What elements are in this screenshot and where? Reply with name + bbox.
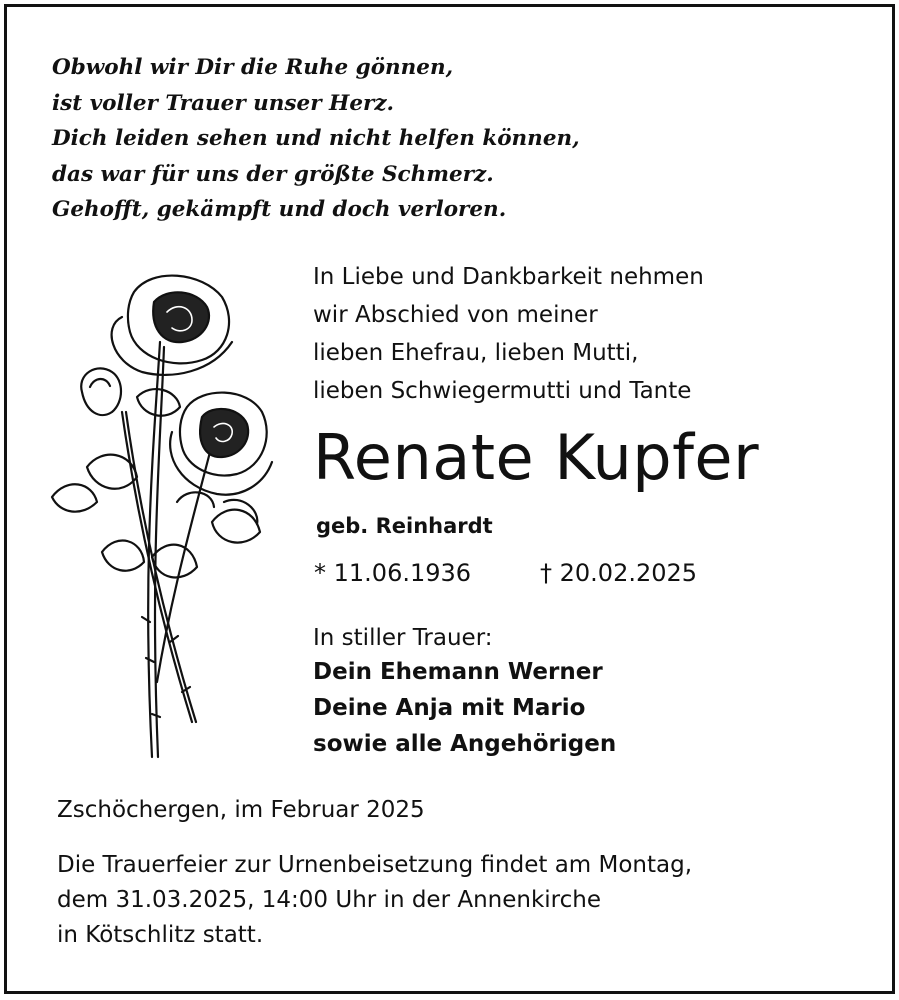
mourner-name: Deine Anja mit Mario <box>313 695 586 721</box>
intro-line: lieben Schwiegermutti und Tante <box>313 378 692 404</box>
funeral-line: Die Trauerfeier zur Urnenbeisetzung findet am Montag, <box>57 852 693 878</box>
mourner-name: sowie alle Angehörigen <box>313 731 617 757</box>
rose-illustration <box>42 262 282 762</box>
intro-line: lieben Ehefrau, lieben Mutti, <box>313 340 639 366</box>
poem-line: Dich leiden sehen und nicht helfen können, <box>52 126 580 151</box>
poem-line: das war für uns der größte Schmerz. <box>52 161 494 187</box>
mourners-list <box>313 654 616 762</box>
poem <box>52 50 580 228</box>
funeral-line: in Kötschlitz statt. <box>57 922 264 948</box>
intro-line: In Liebe und Dankbarkeit nehmen <box>313 264 704 290</box>
poem-line: Gehofft, gekämpft und doch verloren. <box>52 197 507 222</box>
funeral-line: dem 31.03.2025, 14:00 Uhr in der Annenkirche <box>57 887 601 913</box>
intro-text <box>313 258 704 410</box>
poem-line: Obwohl wir Dir die Ruhe gönnen, <box>52 55 454 80</box>
birth-date: * 11.06.1936 <box>314 559 472 587</box>
mourner-name: Dein Ehemann Werner <box>313 659 603 685</box>
mourners-label: In stiller Trauer: <box>313 625 493 651</box>
deceased-name: Renate Kupfer <box>313 421 760 494</box>
death-date: † 20.02.2025 <box>540 559 698 587</box>
intro-line: wir Abschied von meiner <box>313 302 598 328</box>
maiden-name: geb. Reinhardt <box>316 514 493 538</box>
poem-line: ist voller Trauer unser Herz. <box>52 90 395 116</box>
place-date: Zschöchergen, im Februar 2025 <box>57 797 425 823</box>
funeral-info <box>57 848 692 953</box>
